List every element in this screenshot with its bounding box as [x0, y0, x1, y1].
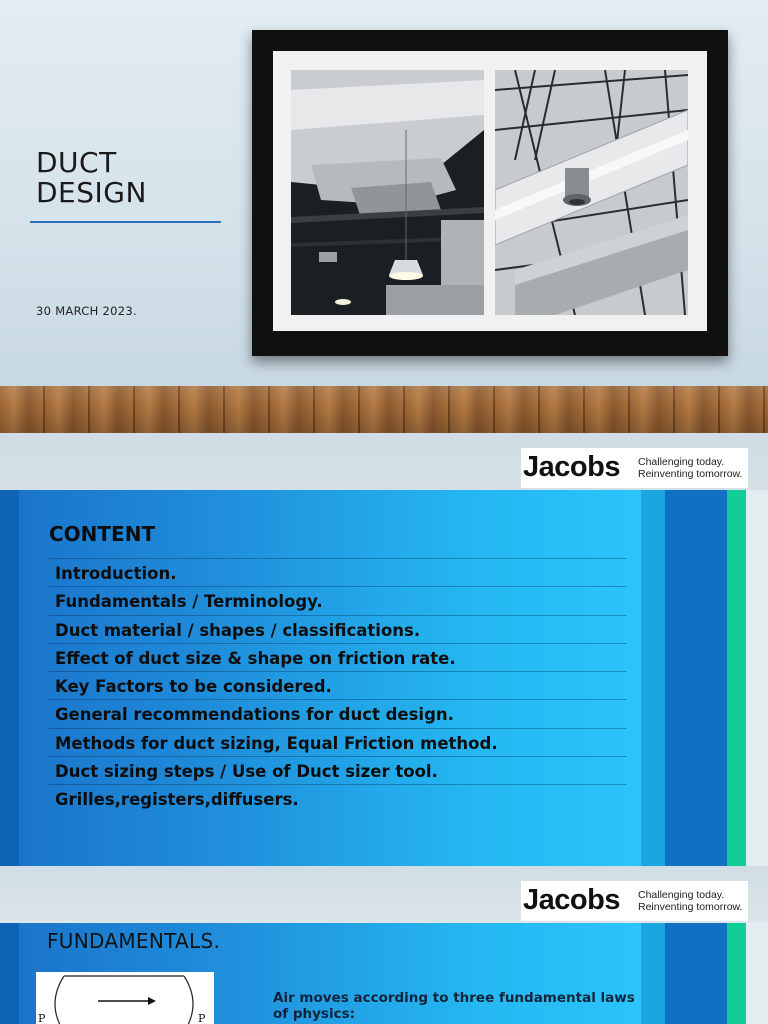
airflow-diagram-drawing [36, 972, 214, 1024]
slide-title-line2: DESIGN [36, 176, 147, 209]
panel-band-green [727, 490, 746, 866]
list-item: Methods for duct sizing, Equal Friction method. [49, 728, 627, 756]
list-item: Grilles,registers,diffusers. [49, 784, 627, 812]
jacobs-tagline [638, 456, 742, 480]
airflow-diagram [36, 972, 214, 1024]
list-item: Duct material / shapes / classifications. [49, 615, 627, 643]
content-slide [0, 433, 768, 866]
panel-left-strip [0, 490, 19, 866]
slide-title-line1: DUCT [36, 146, 117, 179]
jacobs-tagline [638, 889, 742, 913]
picture-mat [273, 51, 707, 331]
list-item: Fundamentals / Terminology. [49, 586, 627, 614]
tagline-line1: Challenging today. [638, 456, 725, 468]
jacobs-logo [521, 448, 748, 488]
presentation-date: 30 MARCH 2023. [36, 304, 137, 318]
wood-floor-shade [0, 386, 768, 433]
panel-left-strip [0, 923, 19, 1024]
contents-list [49, 558, 627, 813]
tagline-line1: Challenging today. [638, 889, 725, 901]
jacobs-wordmark: Jacobs [523, 451, 620, 483]
panel-band-edge [746, 490, 768, 866]
picture-frame [252, 30, 728, 356]
duct-photo-left [291, 70, 484, 315]
list-item: Introduction. [49, 558, 627, 586]
title-slide [0, 0, 768, 433]
panel-band-light [641, 923, 665, 1024]
pressure-label-left: P [38, 1012, 46, 1024]
panel-band-dark [665, 923, 727, 1024]
arrow-right-icon [148, 997, 156, 1005]
list-item: Duct sizing steps / Use of Duct sizer tool. [49, 756, 627, 784]
panel-band-edge [746, 923, 768, 1024]
panel-band-green [727, 923, 746, 1024]
title-underline [30, 221, 221, 223]
tagline-line2: Reinventing tomorrow. [638, 468, 743, 480]
tagline-line2: Reinventing tomorrow. [638, 901, 743, 913]
fundamentals-body-text: Air moves according to three fundamental laws of physics: [273, 990, 635, 1022]
panel-band-light [641, 490, 665, 866]
list-item: Key Factors to be considered. [49, 671, 627, 699]
duct-photo-right [495, 70, 688, 315]
fundamentals-heading: FUNDAMENTALS. [47, 929, 221, 953]
list-item: Effect of duct size & shape on friction rate. [49, 643, 627, 671]
panel-band-dark [665, 490, 727, 866]
content-heading: CONTENT [49, 522, 156, 546]
fundamentals-slide [0, 866, 768, 1024]
jacobs-logo [521, 881, 748, 921]
jacobs-wordmark: Jacobs [523, 884, 620, 916]
slide-title [36, 148, 147, 208]
pressure-label-right: P [198, 1012, 206, 1024]
list-item: General recommendations for duct design. [49, 699, 627, 727]
